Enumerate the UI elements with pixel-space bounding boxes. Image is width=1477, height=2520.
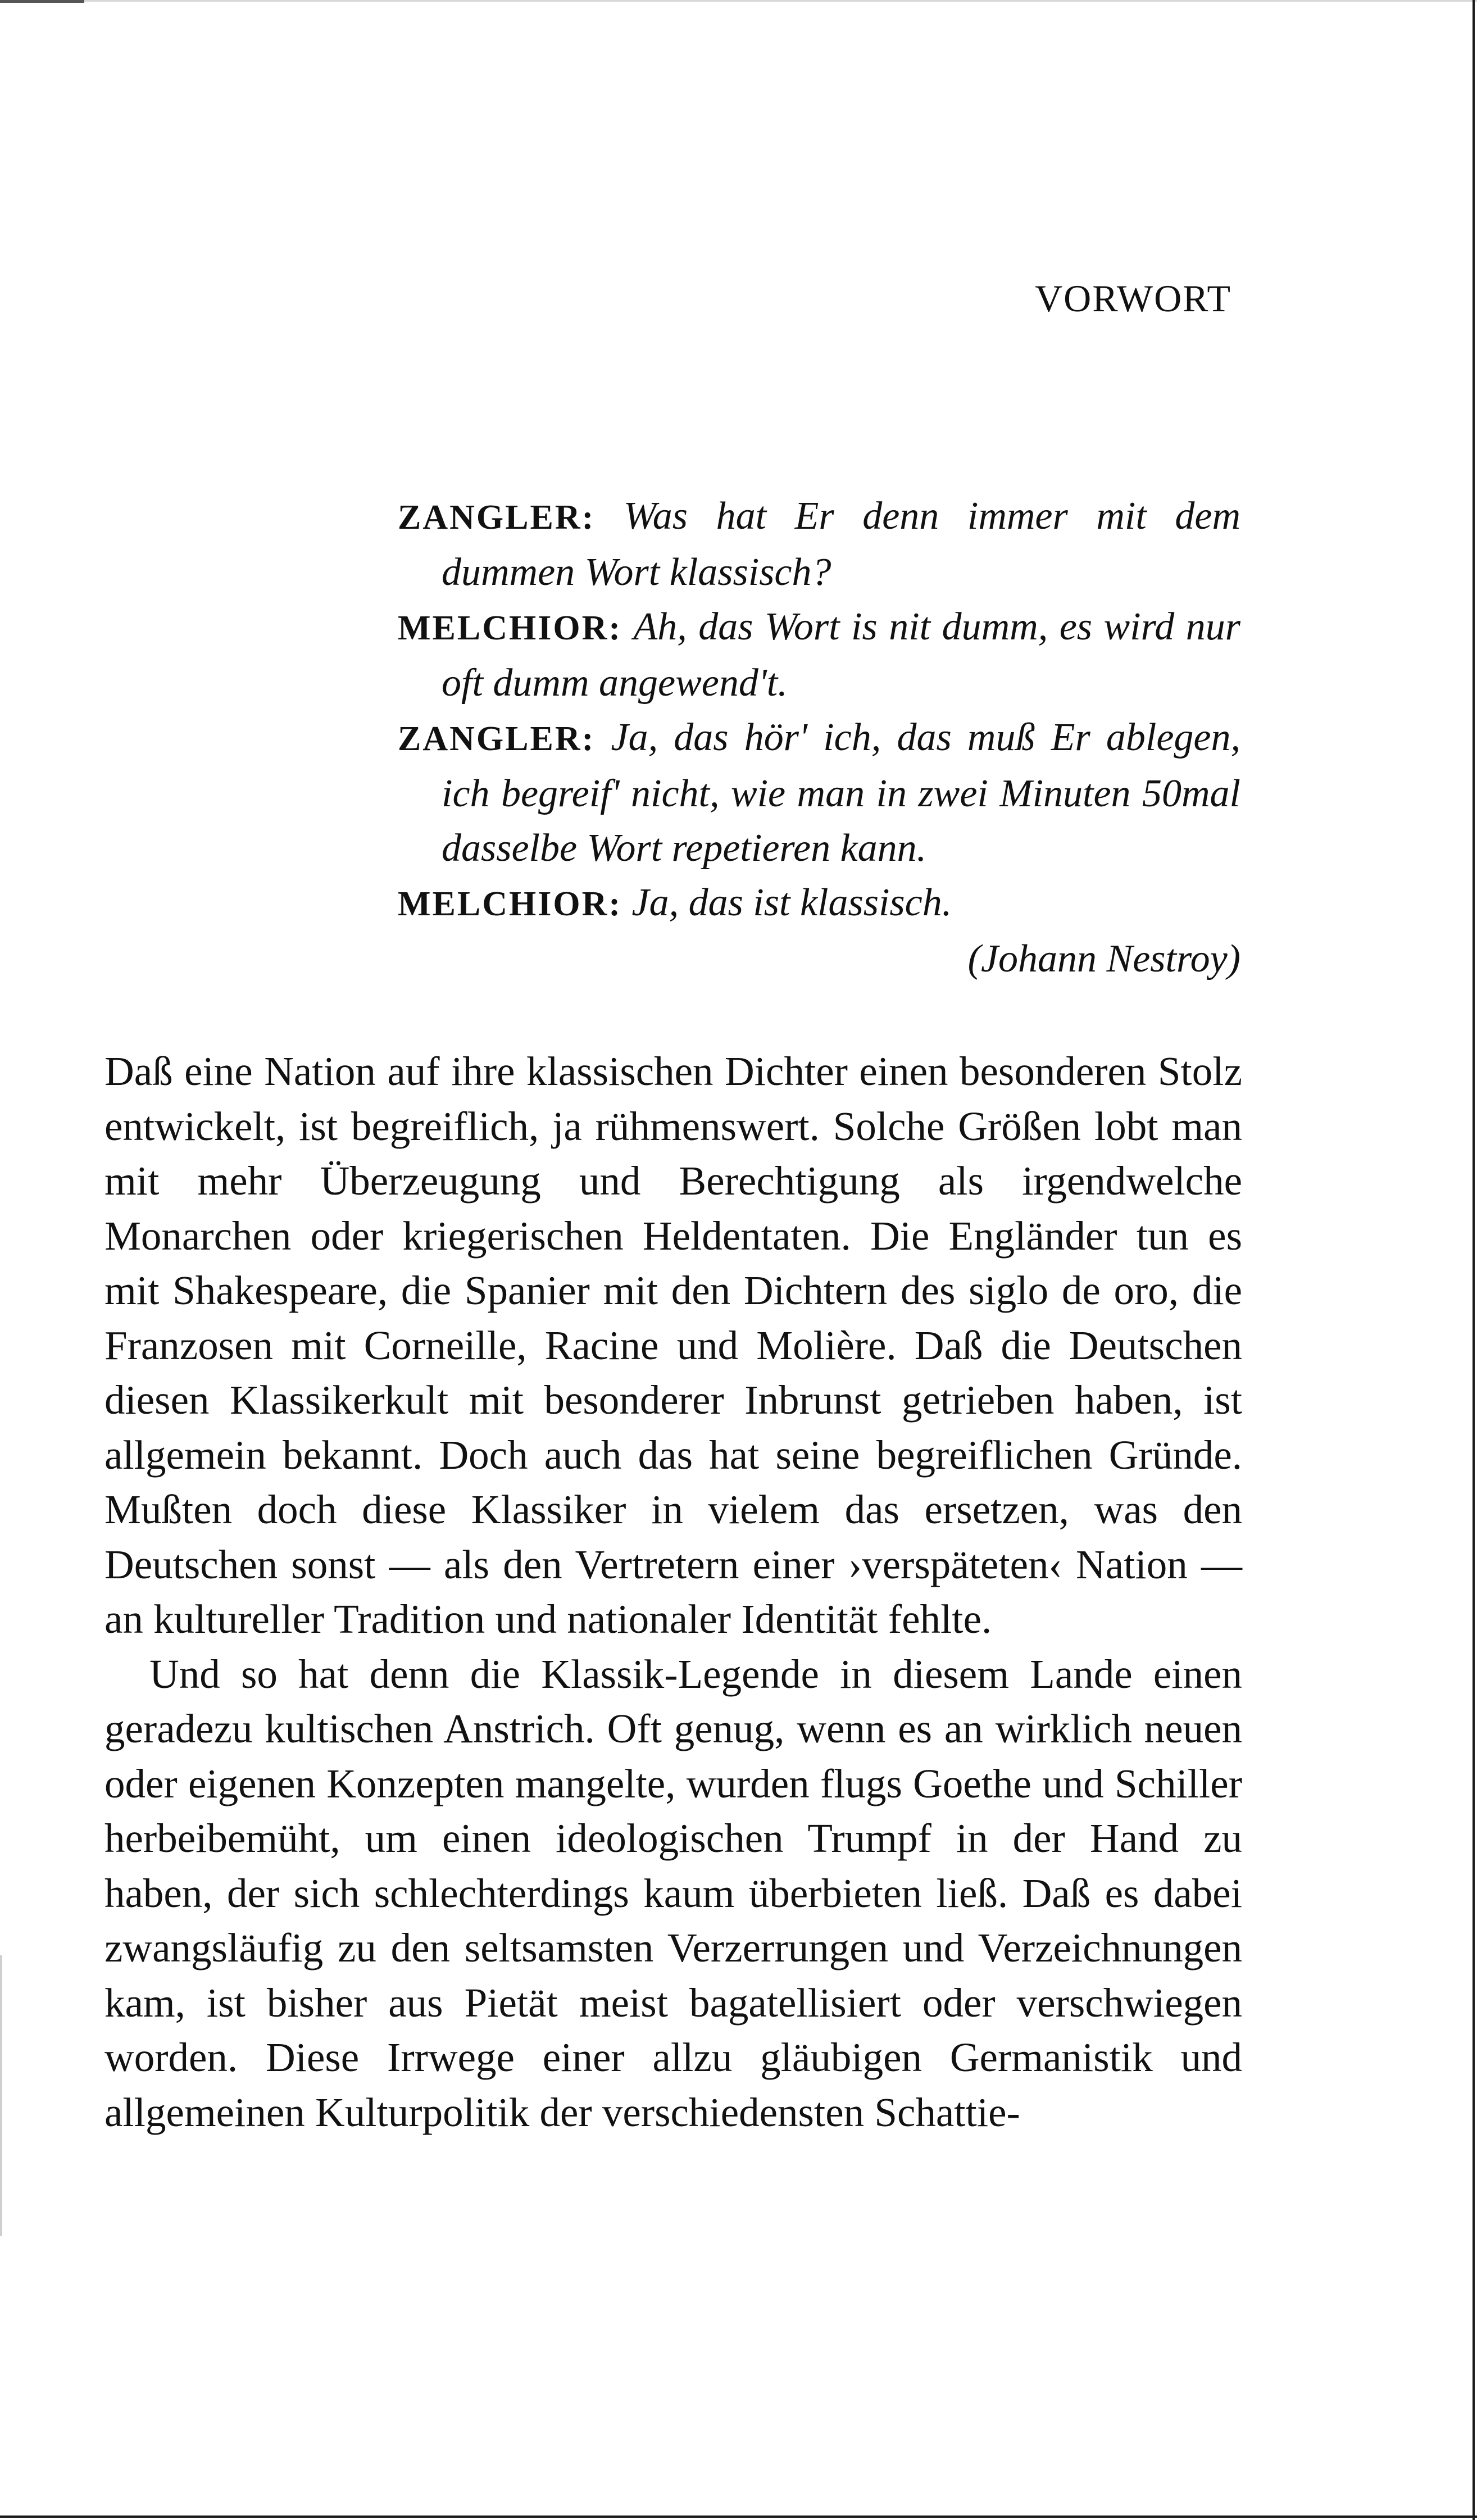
epigraph-speaker: MELCHIOR:	[398, 609, 622, 647]
epigraph-turn	[398, 710, 1240, 875]
top-scan-rule	[0, 0, 1477, 2]
epigraph-attribution: (Johann Nestroy)	[967, 937, 1240, 980]
epigraph-speech: Ja, das ist klassisch.	[631, 881, 952, 924]
body-paragraph: Und so hat denn die Klassik-Legende in diesem Lande einen geradezu kultischen Anstrich. Oft genug, wenn es an wirklich neuen oder eigenen Konzepten mangelte, wurden flugs Goethe und Schiller herbeibemüht, um einen ideologischen Trumpf in der Hand zu haben, der sich schlechterdings kaum überbieten ließ. Daß es dabei zwangsläufig zu den seltsamsten Verzerrungen und Verzeichnungen kam, ist bisher aus Pietät meist bagatellisiert oder verschwiegen worden. Diese Irrwege einer allzu gläubigen Germanistik und allgemeinen Kulturpolitik der verschiedensten Schattie-	[104, 1651, 1242, 2135]
chapter-title: VORWORT	[1035, 277, 1231, 320]
epigraph-turn	[398, 875, 1240, 932]
epigraph	[398, 489, 1240, 986]
top-left-scan-mark	[0, 0, 84, 3]
epigraph-speaker: ZANGLER:	[398, 498, 596, 537]
page-edge-bottom	[0, 2516, 1477, 2518]
epigraph-speech: Ja, das hör' ich, das muß Er ablegen, ich begreif' nicht, wie man in zwei Minuten 50mal dasselbe Wort repetieren kann.	[442, 716, 1241, 870]
page-edge-right	[1473, 0, 1475, 2520]
epigraph-speech: Was hat Er denn immer mit dem dummen Wort klassisch?	[442, 494, 1240, 594]
epigraph-speaker: ZANGLER:	[398, 720, 596, 758]
body-paragraph: Daß eine Nation auf ihre klassischen Dichter einen besonderen Stolz entwickelt, ist begreiflich, ja rühmenswert. Solche Größen lobt man mit mehr Überzeugung und Berechtigung als irgendwelche Monarchen oder kriegerischen Heldentaten. Die Engländer tun es mit Shakespeare, die Spanier mit den Dichtern des siglo de oro, die Franzosen mit Corneille, Racine und Molière. Daß die Deutschen diesen Klassikerkult mit besonderer Inbrunst getrieben haben, ist allgemein bekannt. Doch auch das hat seine begreiflichen Gründe. Mußten doch diese Klassiker in vielem das ersetzen, was den Deutschen sonst — als den Vertretern einer ›verspäteten‹ Nation — an kultureller Tradition und nationaler Identität fehlte.	[104, 1048, 1242, 1642]
left-scan-edge	[0, 1955, 2, 2236]
epigraph-turn	[398, 489, 1240, 600]
epigraph-turn	[398, 600, 1240, 710]
body-text	[104, 1044, 1242, 2140]
epigraph-speaker: MELCHIOR:	[398, 885, 622, 923]
epigraph-speech: Ah, das Wort is nit dumm, es wird nur oft dumm angewend't.	[442, 605, 1240, 705]
